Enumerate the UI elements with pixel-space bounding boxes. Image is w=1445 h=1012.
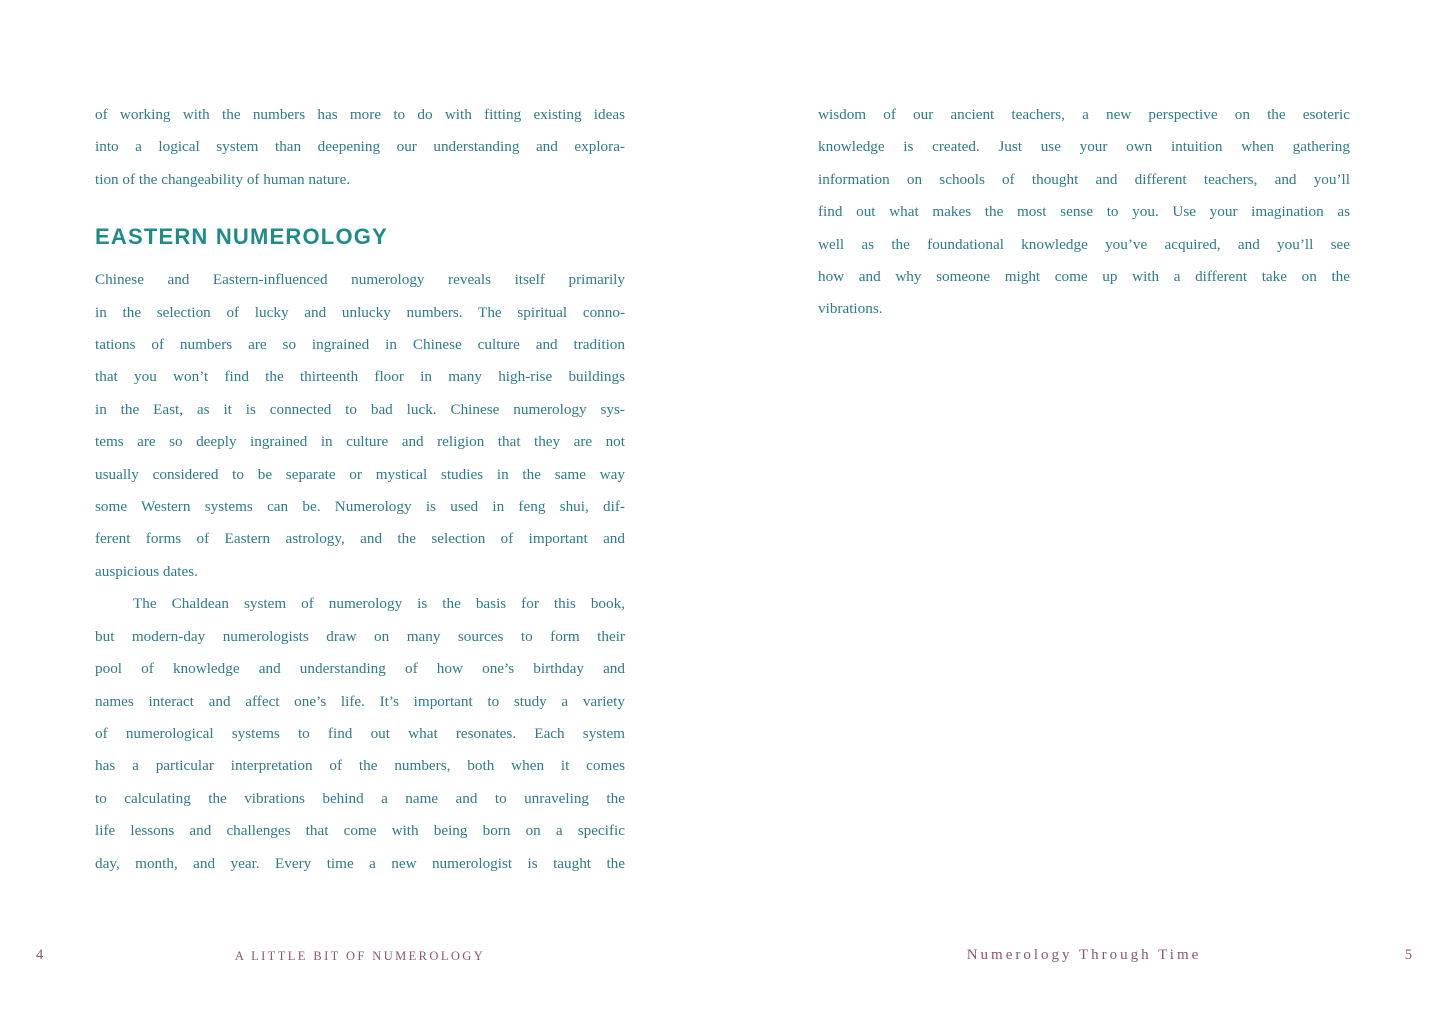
text-line: well as the foundational knowledge you’ve acquired, and you’ll see [818,235,1350,253]
text-line: tems are so deeply ingrained in culture and religion that they are not [95,433,625,451]
left-page-text [95,99,625,880]
text-line: Chinese and Eastern-influenced numerology reveals itself primarily [95,271,625,289]
text-line: knowledge is created. Just use your own intuition when gathering [818,138,1350,156]
text-line: information on schools of thought and different teachers, and you’ll [818,170,1350,188]
right-page-text [818,99,1350,326]
text-line: day, month, and year. Every time a new numerologist is taught the [95,854,625,872]
left-page-number: 4 [36,947,44,963]
text-line: The Chaldean system of numerology is the basis for this book, [133,595,625,613]
text-line: in the selection of lucky and unlucky numbers. The spiritual conno- [95,303,625,321]
text-line: life lessons and challenges that come with being born on a specific [95,822,625,840]
text-line: some Western systems can be. Numerology is used in feng shui, dif- [95,498,625,516]
paragraph [95,588,625,880]
text-line: tations of numbers are so ingrained in Chinese culture and tradition [95,336,625,354]
text-line: of numerological systems to find out what resonates. Each system [95,724,625,742]
text-line: that you won’t find the thirteenth floor in many high-rise buildings [95,368,625,386]
text-line: tion of the changeability of human nature. [95,170,351,188]
text-line: ferent forms of Eastern astrology, and the selection of important and [95,530,625,548]
paragraph [95,99,625,196]
text-line: in the East, as it is connected to bad luck. Chinese numerology sys- [95,400,625,418]
text-line: names interact and affect one’s life. It’s important to study a variety [95,692,625,710]
text-line: auspicious dates. [95,562,198,580]
text-line: has a particular interpretation of the numbers, both when it comes [95,757,625,775]
book-title-footer: A LITTLE BIT OF NUMEROLOGY [234,949,486,963]
right-page-number: 5 [1404,947,1412,963]
paragraph [818,99,1350,326]
text-line: into a logical system than deepening our understanding and explora- [95,138,625,156]
text-line: of working with the numbers has more to do with fitting existing ideas [95,106,625,123]
text-line: vibrations. [818,300,883,318]
text-line: usually considered to be separate or mystical studies in the same way [95,465,625,483]
text-line: but modern-day numerologists draw on many sources to form their [95,627,625,645]
text-line: pool of knowledge and understanding of how one’s birthday and [95,660,625,678]
text-line: find out what makes the most sense to you. Use your imagination as [818,203,1350,221]
text-line: wisdom of our ancient teachers, a new perspective on the esoteric [818,106,1350,123]
text-line: to calculating the vibrations behind a name and to unraveling the [95,789,625,807]
paragraph [95,264,625,588]
text-line: how and why someone might come up with a different take on the [818,268,1350,286]
section-heading: EASTERN NUMEROLOGY [95,224,388,250]
chapter-title-footer: Numerology Through Time [966,947,1202,963]
